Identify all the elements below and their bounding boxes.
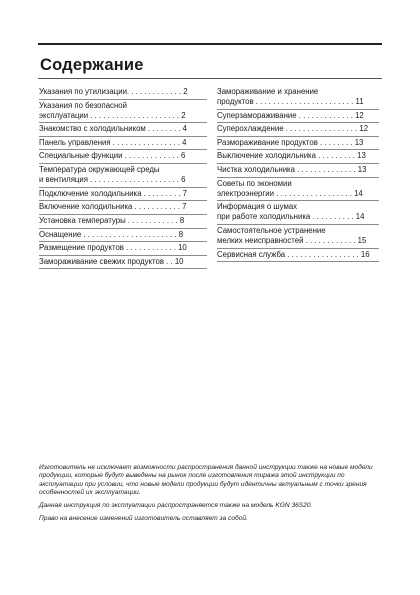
toc-line: Суперохлаждение . . . . . . . . . . . . . . . . . 12 — [217, 124, 369, 134]
footnotes — [39, 464, 380, 528]
toc-entry[interactable] — [39, 86, 207, 100]
toc-line: мелких неисправностей . . . . . . . . . . . . 15 — [217, 236, 367, 246]
toc-line: Выключение холодильника . . . . . . . . . 13 — [217, 151, 366, 161]
toc-entry[interactable] — [217, 164, 379, 178]
toc-entry[interactable] — [39, 229, 207, 243]
toc-entry[interactable] — [217, 150, 379, 164]
toc-entry[interactable] — [39, 150, 207, 164]
toc-entry[interactable] — [217, 123, 379, 137]
toc-line: Размещение продуктов . . . . . . . . . . . . 10 — [39, 243, 187, 253]
toc-line: Информация о шумах — [217, 202, 298, 212]
toc-line: Знакомство с холодильником . . . . . . . . 4 — [39, 124, 187, 134]
toc-line: Сервисная служба . . . . . . . . . . . . . . . . . 16 — [217, 249, 370, 259]
top-rule — [38, 43, 382, 45]
toc-entry[interactable] — [39, 201, 207, 215]
footnote-text: Право на внесение изменений изготовитель оставляет за собой. — [39, 515, 248, 523]
toc-line: Специальные функции . . . . . . . . . . . . . 6 — [39, 151, 186, 161]
toc-line: Указания по утилизации. . . . . . . . . . . . . 2 — [39, 87, 188, 96]
toc-entry[interactable] — [217, 110, 379, 124]
toc-line: Размораживание продуктов . . . . . . . . 13 — [217, 137, 364, 147]
toc-line: Советы по экономии — [217, 178, 292, 188]
toc-entry[interactable] — [39, 256, 207, 270]
toc-line: и вентиляция . . . . . . . . . . . . . . . . . . . . . 6 — [39, 175, 186, 185]
toc-line: Подключение холодильника . . . . . . . . . 7 — [39, 188, 187, 198]
toc-entry[interactable] — [217, 249, 379, 263]
toc-line: при работе холодильника . . . . . . . . . . 14 — [217, 212, 365, 222]
toc-line: Указания по безопасной — [39, 100, 127, 110]
toc-entry[interactable] — [217, 137, 379, 151]
toc-entry[interactable] — [39, 164, 207, 188]
toc-line: электроэнергии . . . . . . . . . . . . . . . . . . 14 — [217, 188, 363, 198]
toc-line: Установка температуры . . . . . . . . . . . . 8 — [39, 215, 185, 225]
toc-line: Самостоятельное устранение — [217, 226, 326, 236]
toc-entry[interactable] — [39, 215, 207, 229]
toc-entry[interactable] — [217, 178, 379, 202]
footnote-text: Данная инструкция по эксплуатации распространяется также на модель KGN 36S20. — [39, 502, 313, 510]
toc-line: Включение холодильника . . . . . . . . . . . 7 — [39, 202, 187, 212]
toc-entry[interactable] — [39, 137, 207, 151]
toc-entry[interactable] — [217, 225, 379, 249]
toc-entry[interactable] — [39, 242, 207, 256]
footnote-text: Изготовитель не исключает возможности распространения данной инструкции также на новые модели продукции, которые будут выведены на рынок после изготовления тиража этой инструкции по эксплуатации при условии, что новые модели продукции будут идентичны актуальным с точки зрения особенностей их эксплуатации. — [39, 464, 373, 497]
toc-right-column — [217, 86, 379, 262]
toc-line: продуктов . . . . . . . . . . . . . . . . . . . . . . . 11 — [217, 97, 364, 107]
toc-line: Чистка холодильника . . . . . . . . . . . . . . 13 — [217, 165, 367, 175]
toc-entry[interactable] — [39, 100, 207, 124]
toc-line: Панель управления . . . . . . . . . . . . . . . . 4 — [39, 137, 187, 147]
toc-line: Суперзамораживание . . . . . . . . . . . . . 12 — [217, 110, 364, 120]
toc-line: Замораживание и хранение — [217, 87, 319, 96]
toc-entry[interactable] — [217, 86, 379, 110]
toc-entry[interactable] — [39, 123, 207, 137]
toc-line: эксплуатации . . . . . . . . . . . . . . . . . . . . . 2 — [39, 110, 186, 120]
toc-line: Температура окружающей среды — [39, 165, 160, 175]
title-rule — [38, 78, 382, 79]
toc-line: Замораживание свежих продуктов . . 10 — [39, 256, 184, 266]
toc-entry[interactable] — [39, 188, 207, 202]
toc-line: Оснащение . . . . . . . . . . . . . . . . . . . . . . 8 — [39, 229, 184, 239]
page-title: Содержание — [40, 56, 144, 74]
toc-left-column — [39, 86, 207, 269]
toc-entry[interactable] — [217, 201, 379, 225]
